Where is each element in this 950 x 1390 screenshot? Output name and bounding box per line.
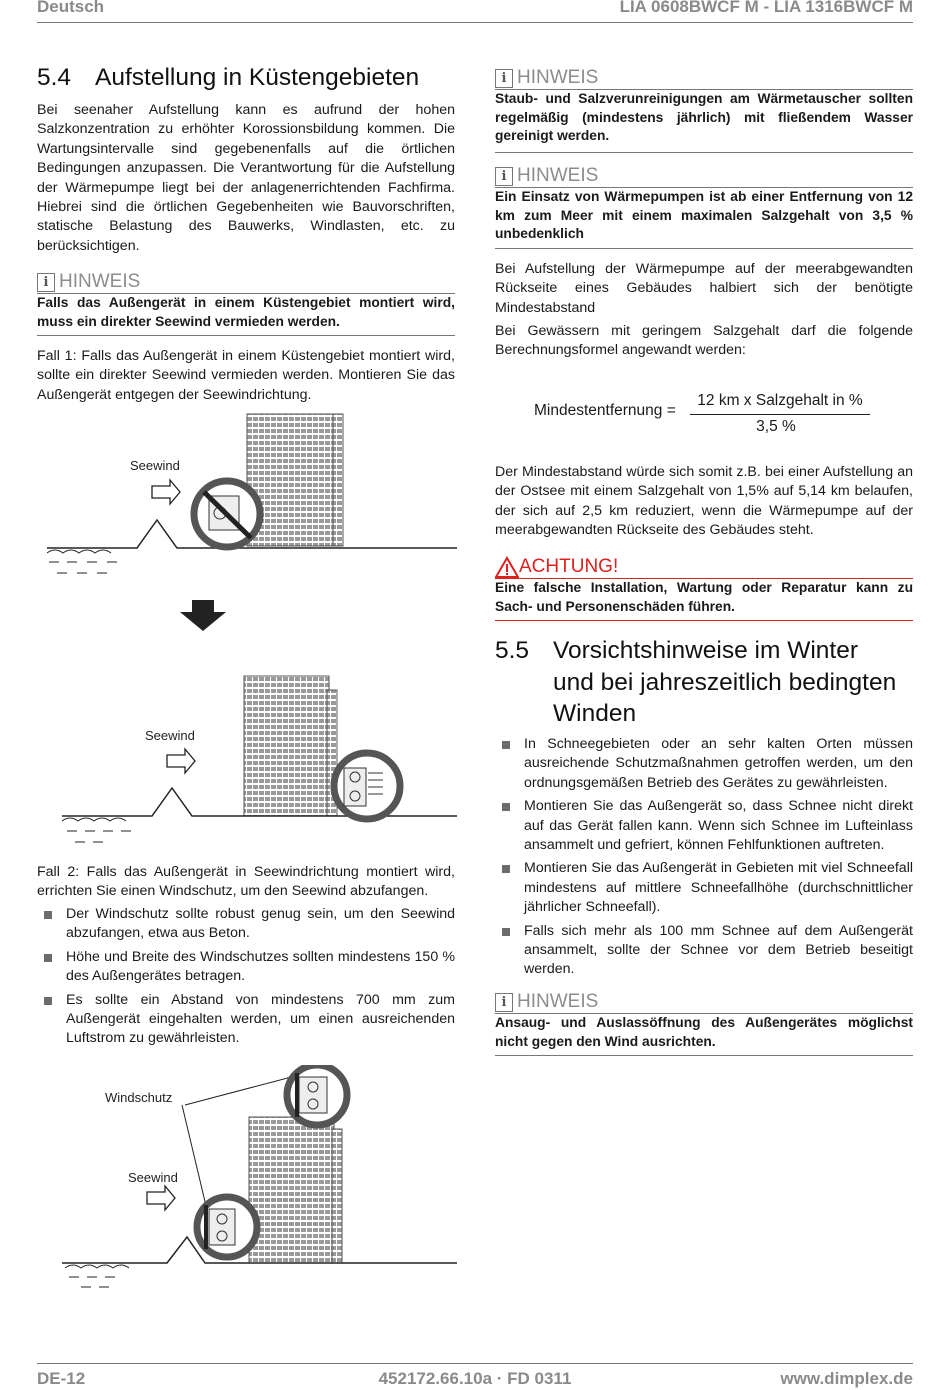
outdoor-unit-icon <box>334 753 400 819</box>
fig3-seewind-label: Seewind <box>128 1170 178 1185</box>
note-1: i HINWEIS Falls das Außengerät in einem Küstengebiet montiert wird, muss ein direkter Seewind vermieden werden. <box>37 271 455 336</box>
winter-list <box>495 735 913 984</box>
figure-case-2 <box>37 670 457 850</box>
no-entry-icon <box>194 481 260 547</box>
outdoor-unit-icon <box>287 1065 347 1125</box>
list-item: In Schneegebieten oder an sehr kalten Orten müssen ausreichende Schutzmaßnahmen getroffen werden, um den ordnungsgemäßen Betrieb des Gerätes zu gewährleisten. <box>495 735 913 793</box>
intro-paragraph: Bei seenaher Aufstellung kann es aufrund der hohen Salzkonzentration zu erhöhter Korossionsbildung kommen. Die Wartungsintervalle sind gegebenenfalls auf die örtlichen Bedingungen anzupassen. Die Verantwortung für die Aufstellung der Wärmepumpe liegt bei der anlagenerrichtenden Fachfirma. Hiebrei sind die örtlichen Gegebenheiten wie Bauvorschriften, statische Belastung des Bauwerks, Windlasten, etc. zu berücksichtigen. <box>37 102 455 254</box>
info-icon: i <box>495 69 513 88</box>
warning-title: ACHTUNG! <box>519 556 619 577</box>
formula-denominator: 3,5 % <box>756 418 796 435</box>
section-title: 5.4 Aufstellung in Küstengebieten <box>37 64 420 91</box>
case-1-paragraph: Fall 1: Falls das Außengerät in einem Küstengebiet montiert wird, sollte ein direkter Seewind vermieden werden. Montieren Sie das Außengerät entgegen der Seewindrichtung. <box>37 348 455 403</box>
list-item: Es sollte ein Abstand von mindestens 700 mm zum Außengerät eingehalten werden, um einen ausreichenden Luftstrom zu gewährleisten. <box>37 991 455 1049</box>
list-item: Höhe und Breite des Windschutzes sollten mindestens 150 % des Außengerätes betragen. <box>37 948 455 987</box>
header-model: LIA 0608BWCF M - LIA 1316BWCF M <box>619 0 913 16</box>
info-icon: i <box>495 993 513 1012</box>
arrow-right-icon <box>147 1186 175 1210</box>
figure-windschutz <box>37 1065 457 1295</box>
warning-text: Eine falsche Installation, Wartung oder Reparatur kann zu Sach- und Personenschäden führen. <box>495 580 913 614</box>
page-header <box>37 0 913 23</box>
arrow-right-icon <box>167 749 195 773</box>
paragraph-beispiel: Der Mindestabstand würde sich somit z.B. bei einer Aufstellung an der Ostsee mit einem Salzgehalt von 1,5% auf 5,14 km belaufen, der sich auf 2,5 km reduziert, wenn die Wärmepumpe auf der meerabgewandten Rückseite des Gebäudes steht. <box>495 464 913 539</box>
page-footer <box>37 1363 913 1390</box>
formula-lhs: Mindestentfernung = <box>534 402 676 419</box>
note-2: i HINWEIS Staub- und Salzverunreinigungen am Wärmetauscher sollten regelmäßig (mindestens jährlich) mit fließendem Wasser gereinigt werden. <box>495 67 913 153</box>
figure-case-1 <box>37 410 457 580</box>
header-language: Deutsch <box>37 0 105 16</box>
note-4: i HINWEIS Ansaug- und Auslassöffnung des Außengerätes möglichst nicht gegen den Wind ausrichten. <box>495 991 913 1056</box>
paragraph-rueckseite: Bei Aufstellung der Wärmepumpe auf der meerabgewandten Rückseite eines Gebäudes halbiert sich der benötigte Mindestabstand <box>495 261 913 316</box>
note-2-text: Staub- und Salzverunreinigungen am Wärmetauscher sollten regelmäßig (mindestens jährlich) mit fließendem Wasser gereinigt werden. <box>495 91 913 143</box>
document-id: 452172.66.10a · FD 0311 <box>378 1369 572 1388</box>
note-3: i HINWEIS Ein Einsatz von Wärmepumpen ist ab einer Entfernung von 12 km zum Meer mit einem maximalen Salzgehalt von 3,5 % unbedenklich <box>495 165 913 249</box>
paragraph-formel-intro: Bei Gewässern mit geringem Salzgehalt darf die folgende Berechnungsformel angewandt werden: <box>495 323 913 359</box>
website-link[interactable]: www.dimplex.de <box>780 1369 913 1388</box>
windschutz-list <box>37 905 455 1053</box>
arrow-right-icon <box>152 480 180 504</box>
section-5-4 <box>37 62 455 93</box>
fig3-windschutz-label: Windschutz <box>105 1090 173 1105</box>
list-item: Falls sich mehr als 100 mm Schnee auf dem Außengerät ansammelt, sollte der Schnee vor dem Betrieb beseitigt werden. <box>495 922 913 980</box>
page-number: DE-12 <box>37 1369 86 1388</box>
formula-numerator: 12 km x Salzgehalt in % <box>697 392 863 409</box>
outdoor-unit-icon <box>197 1197 257 1257</box>
info-icon: i <box>495 167 513 186</box>
note-1-text: Falls das Außengerät in einem Küstengebiet montiert wird, muss ein direkter Seewind vermieden werden. <box>37 295 455 329</box>
list-item: Montieren Sie das Außengerät so, dass Schnee nicht direkt auf das Gerät fallen kann. Wenn sich Schnee im Lufteinlass ansammelt und gefriert, können Fehlfunktionen auftreten. <box>495 797 913 855</box>
arrow-down-icon <box>180 600 226 632</box>
warning-triangle-icon <box>495 556 519 578</box>
case-2-paragraph: Fall 2: Falls das Außengerät in Seewindrichtung montiert wird, errichten Sie einen Windschutz, um den Seewind abzufangen. <box>37 864 455 900</box>
fig1-seewind-label: Seewind <box>130 458 180 473</box>
section-5-5 <box>495 635 913 730</box>
list-item: Montieren Sie das Außengerät in Gebieten mit viel Schneefall mindestens auf mittlere Schneefallhöhe (durchschnittlicher jährlicher Schneefall). <box>495 859 913 917</box>
info-icon: i <box>37 273 55 292</box>
formula-fraction-bar <box>690 414 870 415</box>
warning-box <box>495 556 913 621</box>
list-item: Der Windschutz sollte robust genug sein, um den Seewind abzufangen, etwa aus Beton. <box>37 905 455 944</box>
fig2-seewind-label: Seewind <box>145 728 195 743</box>
note-3-text: Ein Einsatz von Wärmepumpen ist ab einer Entfernung von 12 km zum Meer mit einem maximalen Salzgehalt von 3,5 % unbedenklich <box>495 189 913 241</box>
section-title: 5.5 Vorsichtshinweise im Winter und bei jahreszeitlich bedingten Winden <box>495 637 897 727</box>
note-4-text: Ansaug- und Auslassöffnung des Außengerätes möglichst nicht gegen den Wind ausrichten. <box>495 1015 913 1049</box>
